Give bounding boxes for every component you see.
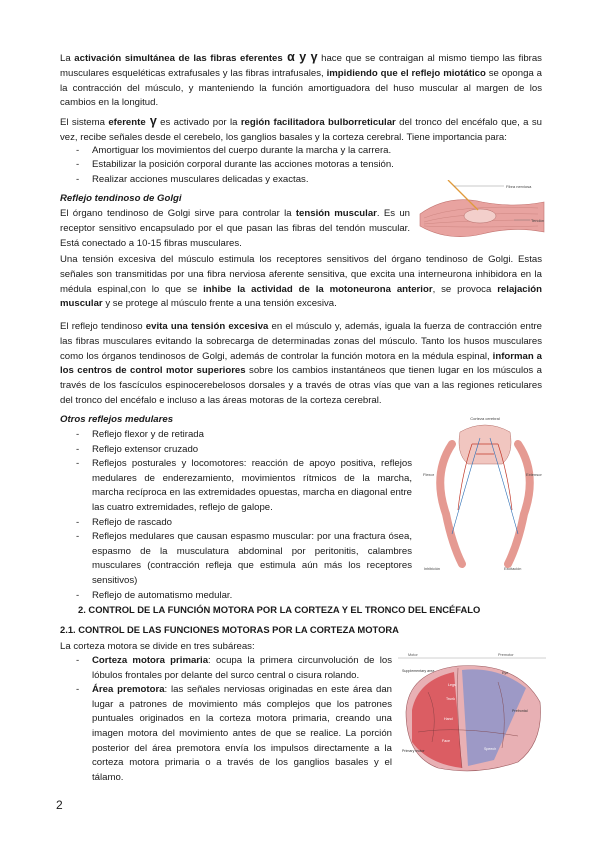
reflex-diagram-figure [422,414,548,572]
text: sobre los cambios instantáneos que tienen lugar en los músculos a través de los fascículos espinocerebelosos dorsales y a través de otras vías que van a las regiones reticulares del tronco del encéfalo e incluso a las áreas motoras de la corteza cerebral. [60,365,542,406]
label-legs: Legs [448,683,456,687]
list-item [76,654,392,683]
text: El órgano tendinoso de Golgi sirve para controlar la [60,208,296,219]
text: en el músculo y, además, iguala la fuerza de contracción entre las fibras musculares evitando la sobrecarga de determinadas zonas del músculo. Tanto los husos musculares como los órganos tendinosos de Golgi, además de controlar la función motora en la médula espinal, [60,321,543,362]
label-corteza: Corteza cerebral [470,416,500,421]
text: Una tensión excesiva del músculo estimula los receptores sensitivos del órgano tendinoso de Golgi. Estas señales son transmitidas por una fibra nerviosa aferente sensitiva, que excita una interneurona inhibidora en la médula espinal,con lo que se [60,254,542,295]
motor-cortex-brain-figure [398,652,546,778]
list-item [76,683,392,785]
bold-text: evita una tensión excesiva [145,321,269,332]
label-hand: Hand [444,717,453,721]
bold-text: Área premotora [92,684,165,696]
text: del tronco del encéfalo que, a su vez, recibe señales desde el cerebelo, los ganglios basales y la corteza cerebral. Tiene importancia para: [60,117,543,143]
text: El sistema [60,117,109,128]
greek-text: α y γ [282,50,318,64]
bold-text: informan a los centros de control motor superiores [60,350,542,377]
golgi-tendon-figure [418,180,546,248]
heading-golgi: Reflejo tendinoso de Golgi [60,193,182,204]
text: La [60,53,75,64]
greek-text: γ [145,114,157,128]
text: . Es un receptor sensitivo encapsulado por el que pasan las fibras del tendón muscular. Está conectado a 10-15 fibras musculares. [60,208,410,249]
list-otros-reflejos [76,428,412,603]
label-primary-motor: Primary motor [402,749,425,753]
bold-text: impidiendo que el reflejo miotático [326,67,486,79]
text: : las señales nerviosas originadas en este área dan lugar a patrones de movimiento más complejos que los patrones puntuales originados en la corteza motora primaria, creando una imagen motora del movimiento antes de que se realice. La porción posterior del área premotora envía los impulsos directamente a la corteza motora primaria o a través de los ganglios basales y el tálamo. [92,684,392,783]
text: , se provoca [432,283,498,295]
paragraph-tension [60,253,542,312]
text: : ocupa la primera circunvolución de los lóbulos frontales por delante del surco central o cisura rolando. [92,655,393,681]
text: hace que se contraigan al mismo tiempo las fibras musculares esqueléticas extrafusales y las fibras intrafusales, [60,53,542,79]
bold-text: activación simultánea de las fibras eferentes [74,53,283,64]
label-inhibicion: Inhibición [424,567,441,571]
spinal-cord [459,425,511,464]
text: se oponga a la contracción del músculo, y manteniendo la función amortiguadora del huso muscular al margen de los cambios en la longitud. [60,67,543,109]
list-item: - Amortiguar los movimientos del cuerpo durante la marcha y la carrera. [76,144,536,158]
paragraph-corteza-intro: La corteza motora se divide en tres subáreas: [60,641,255,652]
label-face: Face [442,739,450,743]
bold-text: eferente [108,117,146,128]
bold-text: región facilitadora bulborreticular [240,117,396,128]
section-heading-2: 2. CONTROL DE LA FUNCIÓN MOTORA POR LA CORTEZA Y EL TRONCO DEL ENCÉFALO [78,604,481,615]
list-item: - Estabilizar la posición corporal durante las acciones motoras a tensión. [76,158,536,172]
label-flexor: Flexor [423,472,435,477]
text: es activado por la [156,117,241,128]
bold-text: tensión muscular [295,208,377,219]
list-subareas [76,654,392,785]
golgi-organ [464,209,496,223]
list-item: - Reflejo extensor cruzado [76,443,412,458]
paragraph-reflejo-tendinoso [60,320,542,409]
label-eye: Eye [502,671,509,675]
label-supplementary: Supplementary area [402,669,435,673]
page-number: 2 [56,798,63,812]
paragraph-activacion [60,50,542,111]
label-speech: Speech [484,747,497,751]
heading-otros-reflejos: Otros reflejos medulares [60,414,174,425]
bold-text: Corteza motora primaria [92,655,209,666]
bold-text: inhibe la actividad de la motoneurona anterior [203,283,433,295]
text: y se protege al músculo frente a una tensión excesiva. [102,298,337,310]
section-heading-2-1: 2.1. CONTROL DE LAS FUNCIONES MOTORAS POR LA CORTEZA MOTORA [60,624,399,635]
list-item: - Reflejos medulares que causan espasmo muscular: por una fractura ósea, espasmo de la musculatura abdominal por peritonitis, calambres musculares (contracción refleja que estimula aún más los receptores sensitivos) [76,530,412,588]
label-extensor: Extensor [526,472,542,477]
label-trunk: Trunk [446,697,456,701]
list-item: - Reflejo de rascado [76,516,412,531]
list-item: - Reflejo flexor y de retirada [76,428,412,443]
label-excitacion: Excitación [504,567,522,571]
paragraph-golgi [60,207,410,251]
list-item: - Reflejo de automatismo medular. [76,589,412,604]
label-tendon: Tendón [531,218,545,223]
text: El reflejo tendinoso [60,321,146,332]
paragraph-sistema-gamma [60,114,542,146]
list-item: - Reflejos posturales y locomotores: reacción de apoyo positiva, reflejos medulares de enderezamiento, movimientos rítmicos de la marcha, marcha recíproca en las extremidades opuestas, marcha en diagonal entre las cuatro extremidades, reflejo de galope. [76,457,412,515]
label-premotor: Premotor [498,653,514,657]
bold-text: relajación muscular [60,283,542,310]
label-motor: Motor [408,653,418,657]
list-item: - Realizar acciones musculares delicadas y exactas. [76,173,536,187]
label-fibra: Fibra nerviosa [506,184,532,189]
label-prefrontal: Prefrontal [512,709,528,713]
